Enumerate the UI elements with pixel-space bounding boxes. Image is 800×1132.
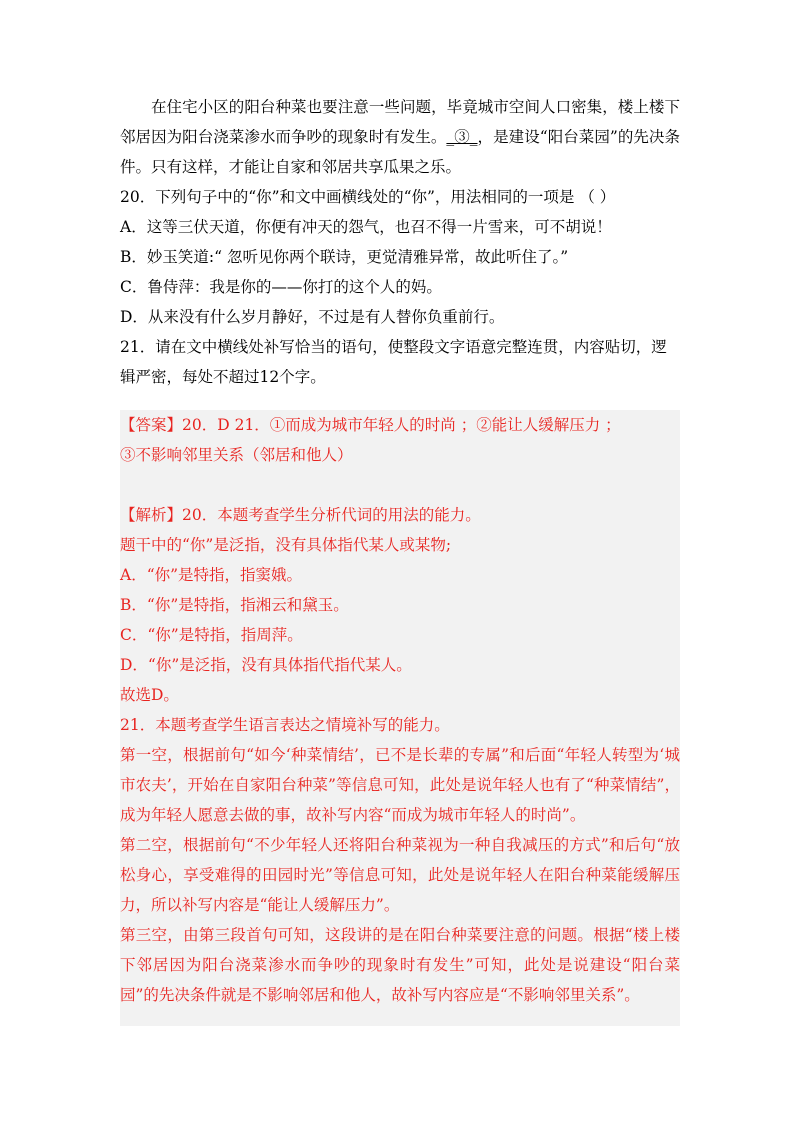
question-20-stem: 20．下列句子中的“你”和文中画横线处的“你”，用法相同的一项是 （ ） [120, 188, 616, 206]
question-20-option-c: C．鲁侍萍：我是你的——你打的这个人的妈。 [120, 278, 442, 296]
question-21-stem: 21．请在文中横线处补写恰当的语句，使整段文字语意完整连贯，内容贴切，逻辑严密，每处不超过12个字。 [120, 338, 667, 386]
analysis-blank-3: 第三空，由第三段首句可知，这段讲的是在阳台种菜要注意的问题。根据“楼上楼下邻居因为阳台浇菜渗水而争吵的现象时有发生”可知，此处是说建设“阳台菜园”的先决条件就是不影响邻居和他人，故补写内容应是“不影响邻里关系”。 [120, 926, 680, 1004]
passage-after-blank: ，是建设“阳台菜园”的先决条件。只有这样，才能让自家和邻居共享瓜果之乐。 [120, 128, 680, 176]
analysis-blank-1: 第一空，根据前句“如今‘种菜情结’，已不是长辈的专属”和后面“年轻人转型为‘城市农夫’，开始在自家阳台种菜”等信息可知，此处是说年轻人也有了“种菜情结”，成为年轻人愿意去做的事，故补写内容“而成为城市年轻人的时尚”。 [120, 746, 680, 824]
question-20-option-d: D．从来没有什么岁月静好，不过是有人替你负重前行。 [120, 308, 505, 326]
answer-content [120, 410, 680, 1010]
analysis-heading: 【解析】20．本题考查学生分析代词的用法的能力。 [120, 506, 481, 524]
analysis-q21-intro: 21．本题考查学生语言表达之情境补写的能力。 [120, 716, 450, 734]
answer-spacer [120, 470, 680, 500]
analysis-stem-note: 题干中的“你”是泛指，没有具体指代某人或某物; [120, 536, 452, 554]
passage-paragraph [120, 92, 680, 182]
analysis-choice: 故选D。 [120, 686, 179, 704]
passage-text [120, 92, 680, 182]
analysis-option-b: B．“你”是特指，指湘云和黛玉。 [120, 596, 349, 614]
question-20-option-b: B．妙玉笑道:“ 忽听见你两个联诗，更觉清雅异常，故此听住了。” [120, 248, 569, 266]
question-block [120, 182, 680, 392]
answer-panel [120, 410, 680, 1026]
answer-line-1: 【答案】20．D 21．①而成为城市年轻人的时尚 ；②能让人缓解压力 ； [120, 416, 621, 434]
passage-blank: _③_ [446, 128, 478, 146]
analysis-option-a: A．“你”是特指，指窦娥。 [120, 566, 303, 584]
analysis-option-d: D．“你”是泛指，没有具体指代指代某人。 [120, 656, 412, 674]
analysis-option-c: C．“你”是特指，指周萍。 [120, 626, 303, 644]
analysis-blank-2: 第二空，根据前句“不少年轻人还将阳台种菜视为一种自我减压的方式”和后句“放松身心，享受难得的田园时光”等信息可知，此处是说年轻人在阳台种菜能缓解压力，所以补写内容是“能让人缓解压力”。 [120, 836, 680, 914]
answer-line-2: ③不影响邻里关系（邻居和他人） [120, 446, 353, 464]
question-20-option-a: A．这等三伏天道，你便有冲天的怨气，也召不得一片雪来，可不胡说！ [120, 218, 612, 236]
passage-before-blank: 在住宅小区的阳台种菜也要注意一些问题，毕竟城市空间人口密集，楼上楼下邻居因为阳台浇菜渗水而争吵的现象时有发生。 [120, 98, 680, 146]
